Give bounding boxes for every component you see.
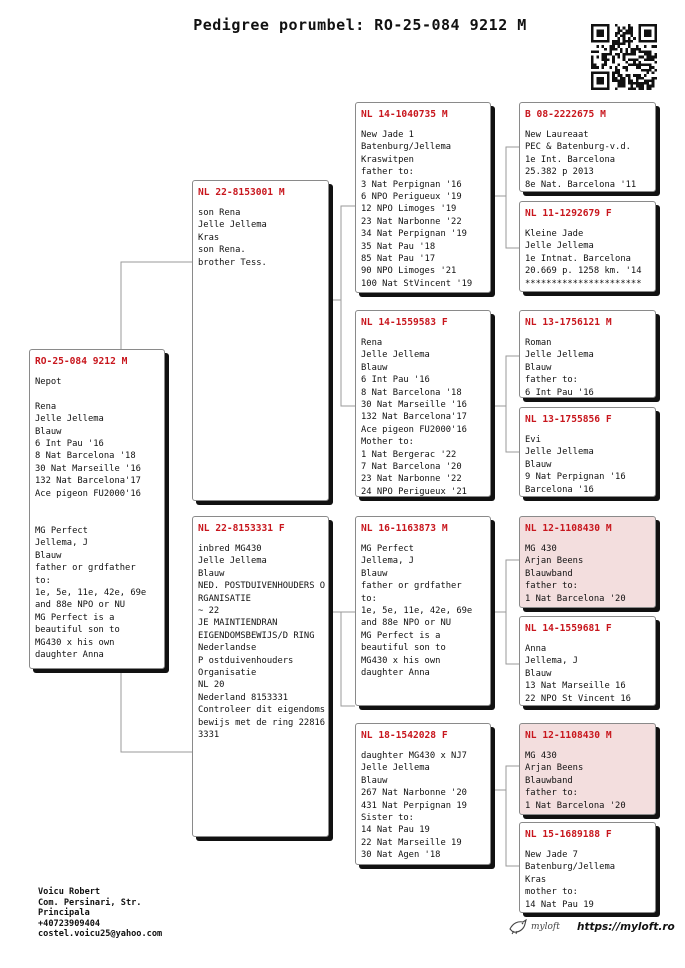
grandsire-maternal-card[interactable] xyxy=(355,516,491,706)
pigeon-info: New Jade 1 Batenburg/Jellema Kraswitpen father to: 3 Nat Perpignan '16 6 NPO Perigueux '19 12 NPO Limoges '19 23 Nat Narbonne '22 34 Nat Perpignan '19 35 Nat Pau '18 85 Nat Pau '17 90 NPO Limoges '21 100 Nat StVincent '19 xyxy=(361,130,473,289)
great-grandparent-card-highlighted[interactable] xyxy=(519,723,656,815)
pigeon-info: Roman Jelle Jellema Blauw father to: 6 Int Pau '16 xyxy=(525,338,594,398)
great-grandparent-card-highlighted[interactable] xyxy=(519,516,656,608)
pigeon-info: Nepot Rena Jelle Jellema Blauw 6 Int Pau '16 8 Nat Barcelona '18 30 Nat Marseille '16 132 Nat Barcelona'17 Ace pigeon FU2000'16 MG Perfect Jellema, J Blauw father or grdfather to: 1e, 5e, 11e, 42e, 69e and 88e NPO or NU MG Perfect is a beautiful son to MG430 x his own daughter Anna xyxy=(35,377,147,660)
granddam-paternal-card[interactable] xyxy=(355,310,491,497)
ring-number: NL 16-1163873 M xyxy=(361,523,448,534)
ring-number: NL 22-8153331 F xyxy=(198,523,285,534)
site-link[interactable]: https://myloft.ro xyxy=(577,921,675,933)
ring-number: NL 22-8153001 M xyxy=(198,187,285,198)
pigeon-info: MG 430 Arjan Beens Blauwband father to: 1 Nat Barcelona '20 xyxy=(525,751,626,811)
ring-number: NL 14-1559681 F xyxy=(525,623,612,634)
ring-number: NL 13-1755856 F xyxy=(525,414,612,425)
pigeon-info: MG Perfect Jellema, J Blauw father or grdfather to: 1e, 5e, 11e, 42e, 69e and 88e NPO or NU MG Perfect is a beautiful son to MG430 x his own daughter Anna xyxy=(361,544,473,679)
subject-card[interactable] xyxy=(29,349,165,669)
great-grandparent-card[interactable] xyxy=(519,201,656,292)
great-grandparent-card[interactable] xyxy=(519,407,656,497)
pigeon-info: Evi Jelle Jellema Blauw 9 Nat Perpignan '16 Barcelona '16 xyxy=(525,435,626,495)
ring-number: NL 18-1542028 F xyxy=(361,730,448,741)
ring-number: NL 14-1559583 F xyxy=(361,317,448,328)
ring-number: NL 12-1108430 M xyxy=(525,523,612,534)
great-grandparent-card[interactable] xyxy=(519,310,656,398)
dam-card[interactable] xyxy=(192,516,329,837)
great-grandparent-card[interactable] xyxy=(519,822,656,913)
ring-number: NL 11-1292679 F xyxy=(525,208,612,219)
myloft-logo[interactable] xyxy=(508,919,560,935)
pigeon-info: Rena Jelle Jellema Blauw 6 Int Pau '16 8 Nat Barcelona '18 30 Nat Marseille '16 132 Nat Barcelona'17 Ace pigeon FU2000'16 Mother to: 1 Nat Bergerac '22 7 Nat Barcelona '20 23 Nat Narbonne '22 24 NPO Perigueux '21 xyxy=(361,338,467,497)
ring-number: NL 15-1689188 F xyxy=(525,829,612,840)
ring-number: NL 13-1756121 M xyxy=(525,317,612,328)
page-title: Pedigree porumbel: RO-25-084 9212 M xyxy=(193,16,527,34)
pigeon-logo-icon xyxy=(508,919,528,935)
pigeon-info: New Laureaat PEC & Batenburg-v.d. 1e Int. Barcelona 25.382 p 2013 8e Nat. Barcelona '11 xyxy=(525,130,637,190)
ring-number: NL 12-1108430 M xyxy=(525,730,612,741)
pigeon-info: New Jade 7 Batenburg/Jellema Kras mother to: 14 Nat Pau 19 xyxy=(525,850,616,910)
ring-number: NL 14-1040735 M xyxy=(361,109,448,120)
ring-number: B 08-2222675 M xyxy=(525,109,606,120)
grandsire-paternal-card[interactable] xyxy=(355,102,491,293)
pigeon-info: Kleine Jade Jelle Jellema 1e Intnat. Barcelona 20.669 p. 1258 km. '14 ********************** xyxy=(525,229,642,289)
sire-card[interactable] xyxy=(192,180,329,501)
pigeon-info: inbred MG430 Jelle Jellema Blauw NED. POSTDUIVENHOUDERS O RGANISATIE ~ 22 JE MAINTIENDRAN EIGENDOMSBEWIJS/D RING Nederlandse P ostduivenhouders Organisatie NL 20 Nederland 8153331 Controleer dit eigendoms bewijs met de ring 22816 3331 xyxy=(198,544,326,741)
pigeon-info: Anna Jellema, J Blauw 13 Nat Marseille 16 22 NPO St Vincent 16 xyxy=(525,644,631,704)
pigeon-info: daughter MG430 x NJ7 Jelle Jellema Blauw 267 Nat Narbonne '20 431 Nat Perpignan 19 Sister to: 14 Nat Pau 19 22 Nat Marseille 19 30 Nat Agen '18 xyxy=(361,751,467,861)
logo-text: myloft xyxy=(531,922,560,932)
pigeon-info: MG 430 Arjan Beens Blauwband father to: 1 Nat Barcelona '20 xyxy=(525,544,626,604)
great-grandparent-card[interactable] xyxy=(519,102,656,192)
pigeon-info: son Rena Jelle Jellema Kras son Rena. brother Tess. xyxy=(198,208,267,268)
ring-number: RO-25-084 9212 M xyxy=(35,356,128,367)
qr-code-icon xyxy=(591,24,657,90)
owner-details: Voicu Robert Com. Persinari, Str. Principala +40723909404 costel.voicu25@yahoo.com xyxy=(38,887,163,940)
granddam-maternal-card[interactable] xyxy=(355,723,491,865)
great-grandparent-card[interactable] xyxy=(519,616,656,706)
